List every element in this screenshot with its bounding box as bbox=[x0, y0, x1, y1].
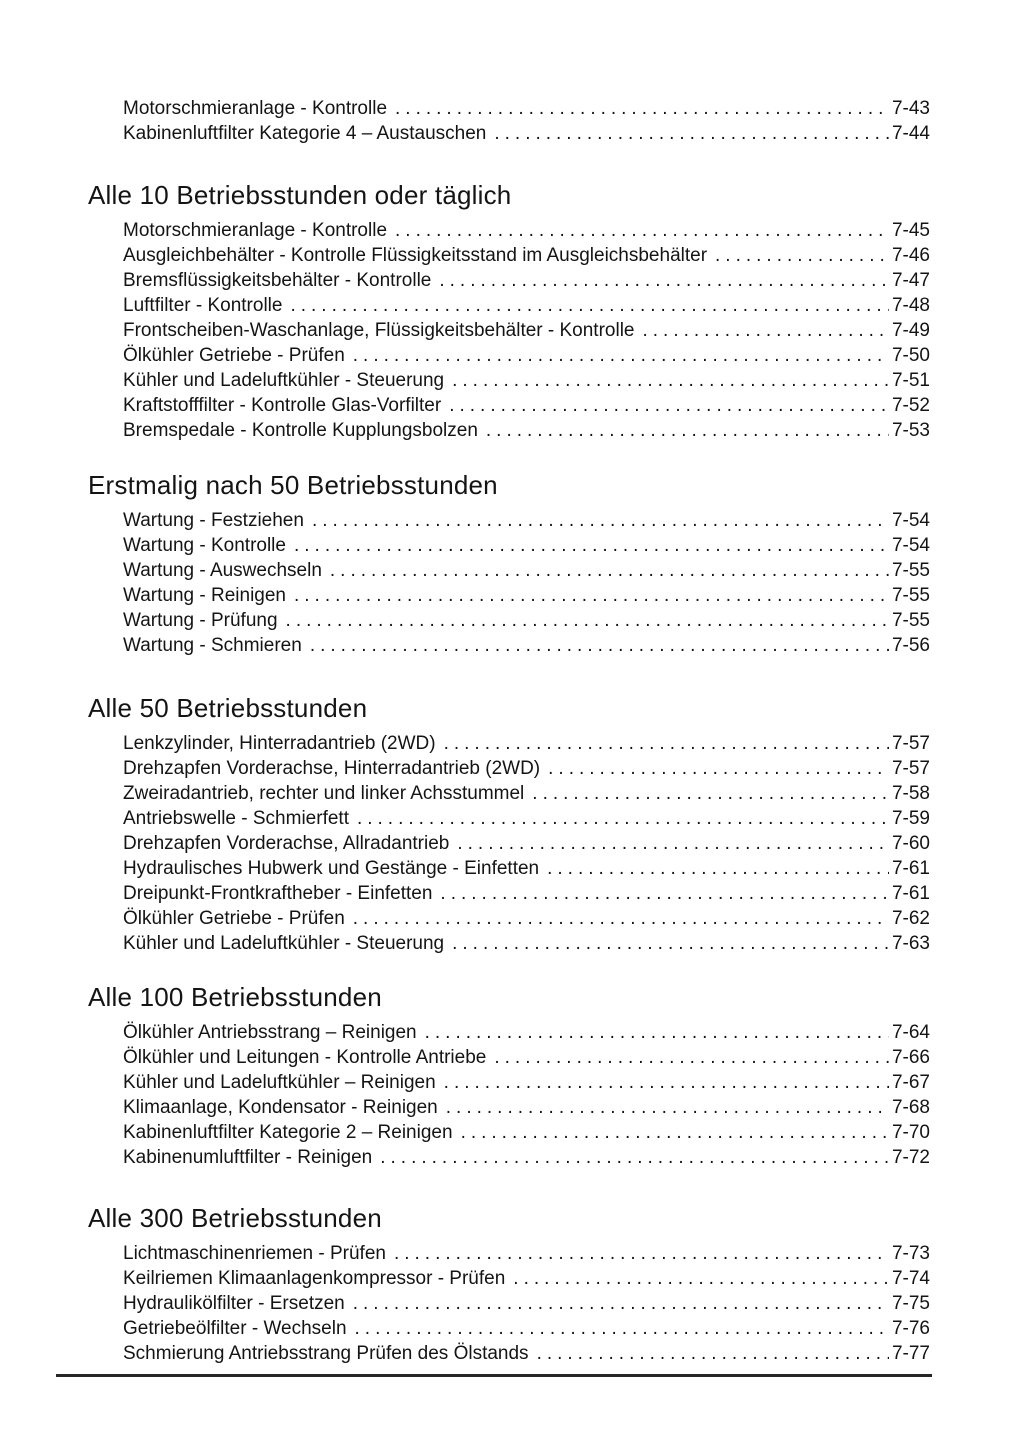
toc-row bbox=[123, 931, 930, 956]
toc-leader-dots bbox=[537, 1341, 889, 1366]
toc-page-number: 7-76 bbox=[891, 1318, 930, 1339]
toc-row bbox=[123, 121, 930, 146]
section-heading: Alle 300 Betriebsstunden bbox=[88, 1203, 382, 1233]
section-items bbox=[88, 1241, 930, 1366]
toc-page-number: 7-54 bbox=[891, 510, 930, 531]
toc-row bbox=[123, 1241, 930, 1266]
toc-page-number: 7-49 bbox=[891, 320, 930, 341]
toc-section bbox=[88, 691, 930, 956]
toc-row bbox=[123, 243, 930, 268]
toc-page-number: 7-48 bbox=[891, 295, 930, 316]
toc-page-number: 7-64 bbox=[891, 1022, 930, 1043]
toc-page-number: 7-67 bbox=[891, 1072, 930, 1093]
toc-page-number: 7-58 bbox=[891, 783, 930, 804]
toc-item-title: Motorschmieranlage - Kontrolle bbox=[123, 220, 388, 241]
toc-page-number: 7-45 bbox=[891, 220, 930, 241]
toc-leader-dots bbox=[380, 1145, 889, 1170]
toc-sections bbox=[88, 178, 930, 1366]
toc-leader-dots bbox=[312, 508, 889, 533]
toc-leader-dots bbox=[353, 906, 889, 931]
toc-row bbox=[123, 1145, 930, 1170]
toc-section bbox=[88, 468, 930, 658]
toc-page-number: 7-60 bbox=[891, 833, 930, 854]
toc-page-number: 7-62 bbox=[891, 908, 930, 929]
toc-page-number: 7-72 bbox=[891, 1147, 930, 1168]
toc-item-title: Wartung - Auswechseln bbox=[123, 560, 322, 581]
toc-item-title: Motorschmieranlage - Kontrolle bbox=[123, 98, 388, 119]
toc-leader-dots bbox=[547, 856, 889, 881]
toc-page-number: 7-57 bbox=[891, 758, 930, 779]
toc-page-number: 7-55 bbox=[891, 610, 930, 631]
toc-item-title: Lichtmaschinenriemen - Prüfen bbox=[123, 1243, 386, 1264]
toc-row bbox=[123, 731, 930, 756]
toc-item-title: Lenkzylinder, Hinterradantrieb (2WD) bbox=[123, 733, 436, 754]
toc-page-number: 7-47 bbox=[891, 270, 930, 291]
toc-item-title: Kraftstofffilter - Kontrolle Glas-Vorfilter bbox=[123, 395, 442, 416]
toc-leader-dots bbox=[355, 1316, 889, 1341]
toc-leader-dots bbox=[548, 756, 889, 781]
toc-item-title: Ausgleichbehälter - Kontrolle Flüssigkeitsstand im Ausgleichsbehälter bbox=[123, 245, 708, 266]
section-heading: Erstmalig nach 50 Betriebsstunden bbox=[88, 470, 498, 500]
toc-row bbox=[123, 906, 930, 931]
toc-row bbox=[123, 508, 930, 533]
toc-row bbox=[123, 633, 930, 658]
footer-rule bbox=[56, 1374, 932, 1377]
toc-item-title: Dreipunkt-Frontkraftheber - Einfetten bbox=[123, 883, 433, 904]
toc-item-title: Kabinenumluftfilter - Reinigen bbox=[123, 1147, 373, 1168]
toc-leader-dots bbox=[330, 558, 889, 583]
toc-page-number: 7-52 bbox=[891, 395, 930, 416]
section-heading: Alle 100 Betriebsstunden bbox=[88, 982, 382, 1012]
toc-leader-dots bbox=[461, 1120, 889, 1145]
toc-leader-dots bbox=[395, 96, 889, 121]
toc-item-title: Hydraulisches Hubwerk und Gestänge - Einfetten bbox=[123, 858, 540, 879]
toc-leader-dots bbox=[446, 1095, 889, 1120]
toc-row bbox=[123, 268, 930, 293]
toc-row bbox=[123, 368, 930, 393]
toc-row bbox=[123, 318, 930, 343]
toc-row bbox=[123, 293, 930, 318]
toc-item-title: Kühler und Ladeluftkühler - Steuerung bbox=[123, 933, 445, 954]
toc-section bbox=[88, 980, 930, 1170]
toc-item-title: Wartung - Prüfung bbox=[123, 610, 278, 631]
toc-row bbox=[123, 881, 930, 906]
toc-leader-dots bbox=[440, 881, 889, 906]
toc-leader-dots bbox=[452, 368, 889, 393]
toc-row bbox=[123, 1020, 930, 1045]
toc-row bbox=[123, 1316, 930, 1341]
toc-page-number: 7-73 bbox=[891, 1243, 930, 1264]
toc-leader-dots bbox=[715, 243, 889, 268]
section-items bbox=[88, 508, 930, 658]
toc-leader-dots bbox=[457, 831, 889, 856]
toc-page-number: 7-68 bbox=[891, 1097, 930, 1118]
toc-item-title: Kabinenluftfilter Kategorie 4 – Austauschen bbox=[123, 123, 487, 144]
toc-item-title: Kühler und Ladeluftkühler – Reinigen bbox=[123, 1072, 436, 1093]
toc-row bbox=[123, 1070, 930, 1095]
section-items bbox=[88, 1020, 930, 1170]
toc-row bbox=[123, 1120, 930, 1145]
toc-item-title: Wartung - Festziehen bbox=[123, 510, 304, 531]
toc-leader-dots bbox=[444, 1070, 889, 1095]
toc-row bbox=[123, 418, 930, 443]
toc-item-title: Bremspedale - Kontrolle Kupplungsbolzen bbox=[123, 420, 478, 441]
toc-row bbox=[123, 96, 930, 121]
toc-leader-dots bbox=[532, 781, 889, 806]
toc-page-number: 7-66 bbox=[891, 1047, 930, 1068]
toc-row bbox=[123, 558, 930, 583]
toc-item-title: Drehzapfen Vorderachse, Allradantrieb bbox=[123, 833, 450, 854]
toc-leader-dots bbox=[513, 1266, 889, 1291]
toc-section bbox=[88, 1201, 930, 1366]
toc-row bbox=[123, 1341, 930, 1366]
toc-item-title: Bremsflüssigkeitsbehälter - Kontrolle bbox=[123, 270, 432, 291]
toc-item-title: Keilriemen Klimaanlagenkompressor - Prüfen bbox=[123, 1268, 506, 1289]
toc-item-title: Getriebeölfilter - Wechseln bbox=[123, 1318, 347, 1339]
toc-row bbox=[123, 343, 930, 368]
toc-item-title: Klimaanlage, Kondensator - Reinigen bbox=[123, 1097, 438, 1118]
toc-section bbox=[88, 178, 930, 443]
toc-row bbox=[123, 1266, 930, 1291]
toc-page-number: 7-75 bbox=[891, 1293, 930, 1314]
toc-page-number: 7-77 bbox=[891, 1343, 930, 1364]
toc-row bbox=[123, 781, 930, 806]
toc-page-number: 7-55 bbox=[891, 585, 930, 606]
toc-page-number: 7-51 bbox=[891, 370, 930, 391]
toc-item-title: Kühler und Ladeluftkühler - Steuerung bbox=[123, 370, 445, 391]
toc-leader-dots bbox=[643, 318, 889, 343]
toc-page-number: 7-43 bbox=[891, 98, 930, 119]
toc-page-number: 7-44 bbox=[891, 123, 930, 144]
toc-leader-dots bbox=[452, 931, 889, 956]
toc-row bbox=[123, 218, 930, 243]
toc-item-title: Antriebswelle - Schmierfett bbox=[123, 808, 349, 829]
toc-leader-dots bbox=[444, 731, 889, 756]
toc-row bbox=[123, 1095, 930, 1120]
toc-leader-dots bbox=[286, 608, 889, 633]
toc-leader-dots bbox=[310, 633, 889, 658]
toc-leader-dots bbox=[425, 1020, 889, 1045]
toc-item-title: Drehzapfen Vorderachse, Hinterradantrieb (2WD) bbox=[123, 758, 541, 779]
toc-page-number: 7-61 bbox=[891, 883, 930, 904]
toc-page-number: 7-54 bbox=[891, 535, 930, 556]
toc-row bbox=[123, 608, 930, 633]
toc-item-title: Wartung - Kontrolle bbox=[123, 535, 286, 556]
toc-leader-dots bbox=[290, 293, 889, 318]
toc-continuation-items bbox=[88, 96, 930, 146]
toc-item-title: Wartung - Schmieren bbox=[123, 635, 302, 656]
toc-leader-dots bbox=[294, 583, 889, 608]
toc-item-title: Ölkühler Getriebe - Prüfen bbox=[123, 908, 345, 929]
toc-row bbox=[123, 1291, 930, 1316]
toc-leader-dots bbox=[353, 343, 889, 368]
section-heading: Alle 50 Betriebsstunden bbox=[88, 693, 368, 723]
toc-leader-dots bbox=[494, 121, 889, 146]
toc-row bbox=[123, 806, 930, 831]
toc-page-number: 7-46 bbox=[891, 245, 930, 266]
toc-row bbox=[123, 856, 930, 881]
toc-item-title: Zweiradantrieb, rechter und linker Achsstummel bbox=[123, 783, 525, 804]
toc-page-number: 7-55 bbox=[891, 560, 930, 581]
toc-page-number: 7-57 bbox=[891, 733, 930, 754]
toc-item-title: Ölkühler Getriebe - Prüfen bbox=[123, 345, 345, 366]
toc-item-title: Ölkühler Antriebsstrang – Reinigen bbox=[123, 1022, 417, 1043]
toc-leader-dots bbox=[294, 533, 889, 558]
toc-leader-dots bbox=[486, 418, 889, 443]
toc-row bbox=[123, 831, 930, 856]
toc-item-title: Luftfilter - Kontrolle bbox=[123, 295, 283, 316]
toc-row bbox=[123, 583, 930, 608]
toc-leader-dots bbox=[449, 393, 889, 418]
toc-leader-dots bbox=[357, 806, 889, 831]
toc-row bbox=[123, 533, 930, 558]
section-items bbox=[88, 731, 930, 956]
toc-leader-dots bbox=[439, 268, 889, 293]
section-items bbox=[88, 218, 930, 443]
toc-item-title: Hydraulikölfilter - Ersetzen bbox=[123, 1293, 345, 1314]
toc-leader-dots bbox=[395, 218, 889, 243]
toc-page-number: 7-53 bbox=[891, 420, 930, 441]
toc-page-number: 7-74 bbox=[891, 1268, 930, 1289]
toc-page-number: 7-63 bbox=[891, 933, 930, 954]
toc-leader-dots bbox=[494, 1045, 889, 1070]
toc-row bbox=[123, 1045, 930, 1070]
toc-row bbox=[123, 756, 930, 781]
toc-leader-dots bbox=[353, 1291, 889, 1316]
toc-page-number: 7-70 bbox=[891, 1122, 930, 1143]
toc-item-title: Wartung - Reinigen bbox=[123, 585, 286, 606]
toc-page-number: 7-50 bbox=[891, 345, 930, 366]
toc-page-number: 7-61 bbox=[891, 858, 930, 879]
toc-leader-dots bbox=[394, 1241, 889, 1266]
toc-item-title: Ölkühler und Leitungen - Kontrolle Antriebe bbox=[123, 1047, 487, 1068]
section-heading: Alle 10 Betriebsstunden oder täglich bbox=[88, 180, 512, 210]
toc-item-title: Kabinenluftfilter Kategorie 2 – Reinigen bbox=[123, 1122, 453, 1143]
toc-item-title: Schmierung Antriebsstrang Prüfen des Ölstands bbox=[123, 1343, 529, 1364]
toc-item-title: Frontscheiben-Waschanlage, Flüssigkeitsbehälter - Kontrolle bbox=[123, 320, 635, 341]
toc-row bbox=[123, 393, 930, 418]
toc-page-number: 7-59 bbox=[891, 808, 930, 829]
toc-page-number: 7-56 bbox=[891, 635, 930, 656]
